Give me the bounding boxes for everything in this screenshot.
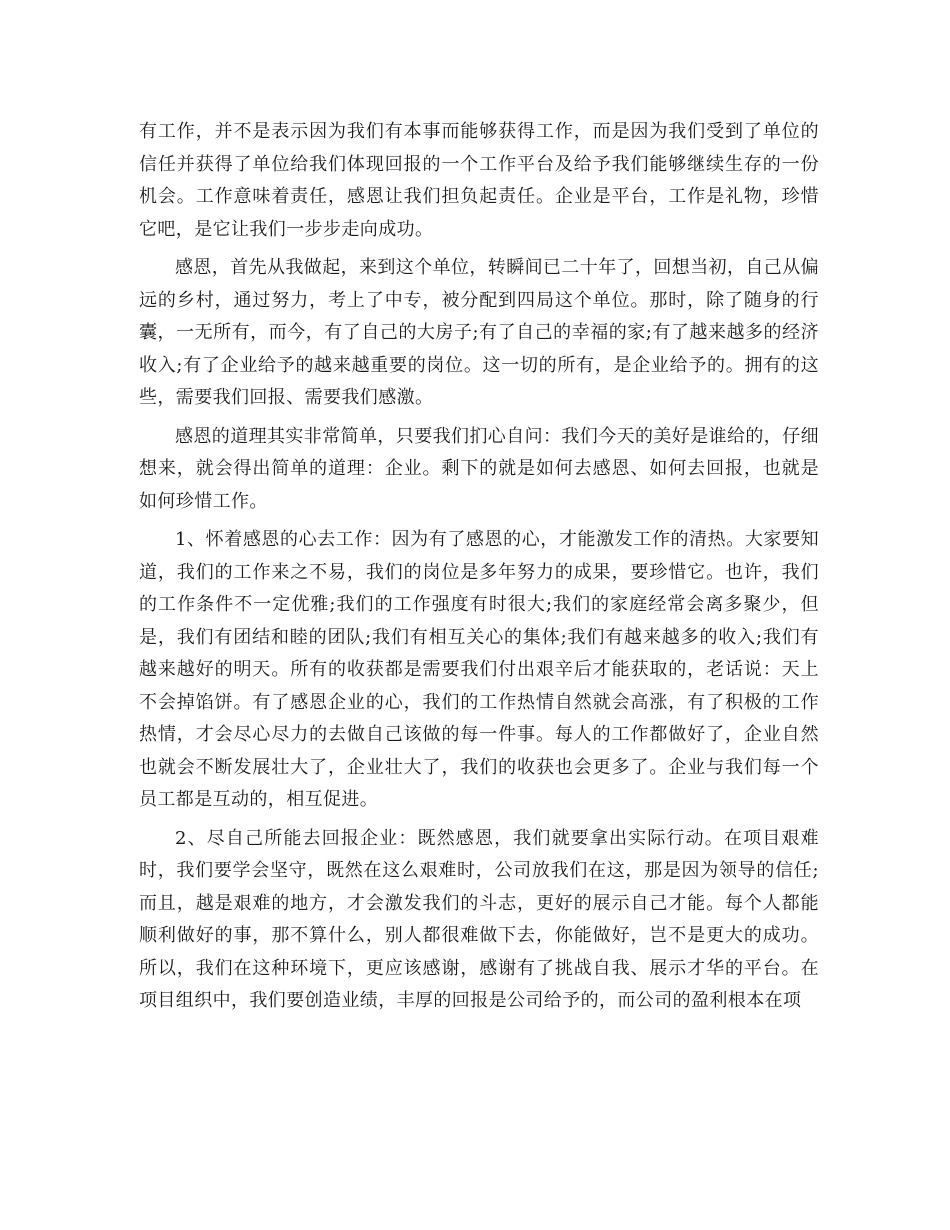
paragraph-2: 感恩，首先从我做起，来到这个单位，转瞬间已二十年了，回想当初，自己从偏远的乡村，通过努力，考上了中专，被分配到四局这个单位。那时，除了随身的行囊，一无所有，而今，有了自己的大房子;有了自己的幸福的家;有了越来越多的经济收入;有了企业给予的越来越重要的岗位。这一切的所有，是企业给予的。拥有的这些，需要我们回报、需要我们感激。 (139, 257, 819, 408)
document-body (139, 116, 819, 1024)
paragraph-5: 2、尽自己所能去回报企业：既然感恩，我们就要拿出实际行动。在项目艰难时，我们要学会坚守，既然在这么艰难时，公司放我们在这，那是因为领导的信任;而且，越是艰难的地方，才会激发我们的斗志，更好的展示自己才能。每个人都能顺利做好的事，那不算什么，别人都很难做下去，你能做好，岂不是更大的成功。所以，我们在这种环境下，更应该感谢，感谢有了挑战自我、展示才华的平台。在项目组织中，我们要创造业绩，丰厚的回报是公司给予的，而公司的盈利根本在项 (139, 827, 819, 1011)
paragraph-3: 感恩的道理其实非常简单，只要我们扪心自问：我们今天的美好是谁给的，仔细想来，就会得出简单的道理：企业。剩下的就是如何去感恩、如何去回报，也就是如何珍惜工作。 (139, 425, 819, 512)
paragraph-1: 有工作，并不是表示因为我们有本事而能够获得工作，而是因为我们受到了单位的信任并获得了单位给我们体现回报的一个工作平台及给予我们能够继续生存的一份机会。工作意味着责任，感恩让我们担负起责任。企业是平台，工作是礼物，珍惜它吧，是它让我们一步步走向成功。 (139, 121, 819, 240)
paragraph-4: 1、怀着感恩的心去工作：因为有了感恩的心，才能激发工作的清热。大家要知道，我们的工作来之不易，我们的岗位是多年努力的成果，要珍惜它。也许，我们的工作条件不一定优雅;我们的工作强度有时很大;我们的家庭经常会离多聚少，但是，我们有团结和睦的团队;我们有相互关心的集体;我们有越来越多的收入;我们有越来越好的明天。所有的收获都是需要我们付出艰辛后才能获取的，老话说：天上不会掉馅饼。有了感恩企业的心，我们的工作热情自然就会高涨，有了积极的工作热情，才会尽心尽力的去做自己该做的每一件事。每人的工作都做好了，企业自然也就会不断发展壮大了，企业壮大了，我们的收获也会更多了。企业与我们每一个员工都是互动的，相互促进。 (139, 529, 819, 810)
